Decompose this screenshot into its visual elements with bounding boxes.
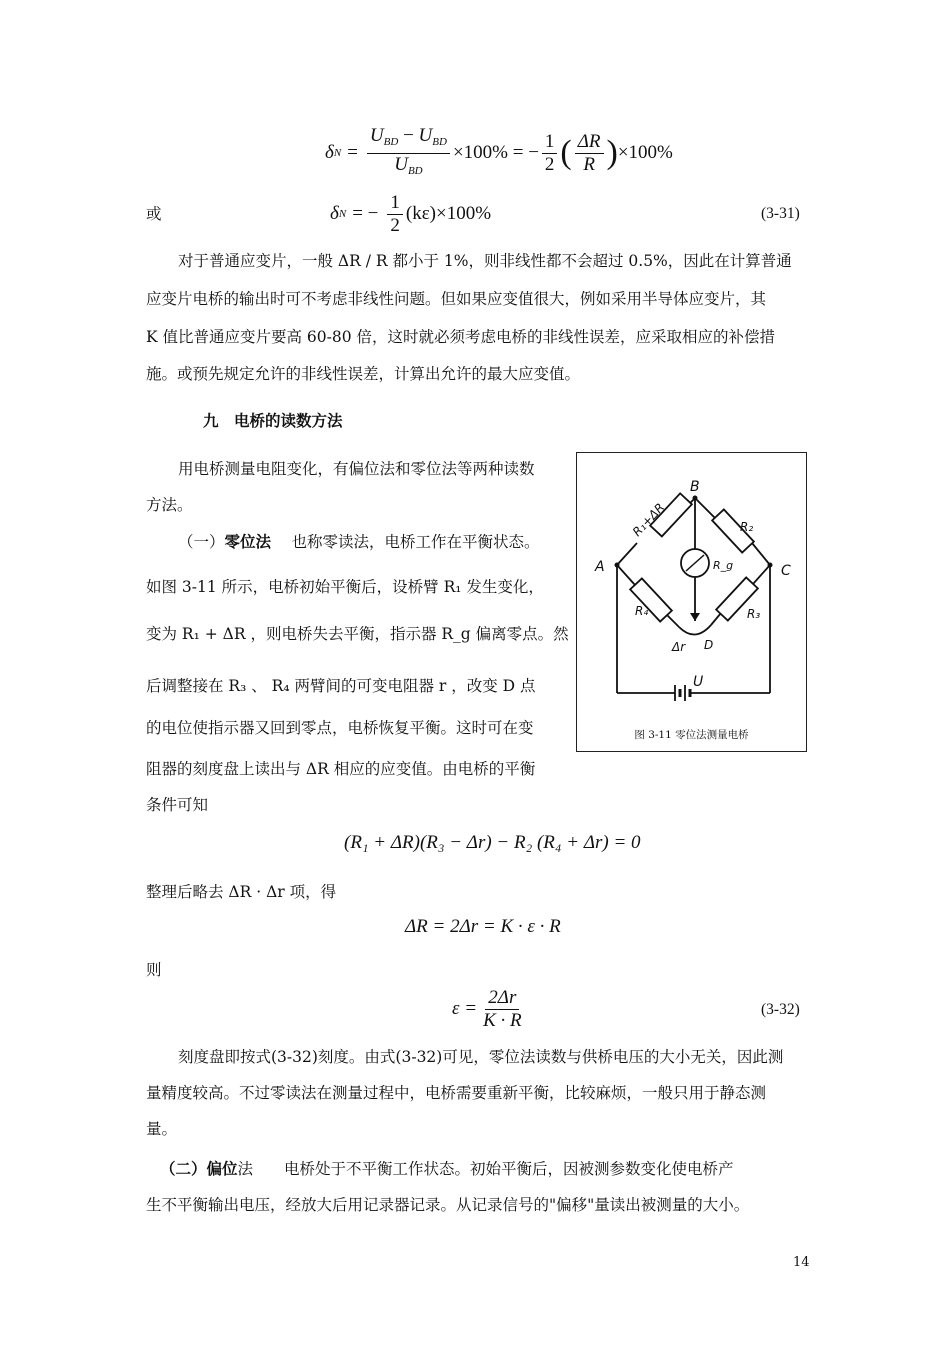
formula-delta-n-ratio (325, 126, 673, 180)
section-heading: 九 电桥的读数方法 (203, 411, 343, 430)
formula-1-den: U (394, 153, 408, 175)
formula-delta-n-k-epsilon (330, 190, 491, 238)
figure-3-11 (576, 452, 807, 752)
r4-label: R₄ (635, 604, 649, 618)
formula-1-lparen: ( (560, 134, 572, 171)
formula-2-lhs-sub: N (338, 208, 347, 220)
para-1-line-1: 对于普通应变片，一般 ΔR / R 都小于 1%，则非线性都不会超过 0.5%，因此在计算普通 (178, 252, 792, 270)
para-1-line-4: 施。或预先规定允许的非线性误差，计算出允许的最大应变值。 (146, 365, 581, 383)
equation-number-3-31: (3-31) (761, 205, 800, 222)
formula-2-half-den: 2 (390, 214, 400, 236)
formula-2-eq: = − (352, 203, 379, 224)
formula-2-lhs: δ (330, 203, 339, 224)
para-1-line-3: K 值比普通应变片要高 60-80 倍，这时就必须考虑电桥的非线性误差，应采取相应的补偿措 (146, 328, 776, 346)
formula-delta-r: ΔR = 2Δr = K · ε · R (405, 916, 561, 937)
para-5-line-1-rest: 法 电桥处于不平衡工作状态。初始平衡后，因被测参数变化使电桥产 (237, 1160, 734, 1178)
formula-1-lhs-sub: N (333, 147, 342, 159)
formula-1-num-b-sub: BD (432, 135, 447, 148)
formula-1-num-a: U (369, 124, 384, 146)
formula-1-eq: = (347, 142, 358, 163)
equation-number-3-32: (3-32) (761, 1001, 800, 1018)
formula-1-times2: ×100% (617, 142, 673, 163)
para-3-prefix: （一） (178, 533, 225, 551)
r3-label: R₃ (747, 607, 761, 621)
node-c-label: C (781, 563, 791, 579)
formula-5-den: K · R (483, 1009, 522, 1031)
rg-label: R_g (713, 559, 734, 572)
zero-method-term: 零位法 (224, 532, 272, 551)
para-5-line-1 (160, 1159, 734, 1179)
u-label: U (693, 674, 704, 690)
para-3-line-1 (178, 532, 539, 552)
node-d-label: D (704, 638, 714, 652)
formula-1-rparen: ) (606, 134, 618, 171)
para-3-line-5: 的电位使指示器又回到零点，电桥恢复平衡。这时可在变 (146, 719, 534, 737)
para-3-line-7: 条件可知 (146, 796, 209, 814)
offset-method-term: 偏位 (206, 1159, 238, 1178)
node-b-label: B (690, 479, 700, 495)
para-3-line-3: 变为 R₁ + ΔR ，则电桥失去平衡，指示器 R_g 偏离零点。然 (146, 625, 569, 643)
formula-1-paren-num: ΔR (575, 131, 604, 154)
para-4-line-2: 量精度较高。不过零读法在测量过程中，电桥需要重新平衡，比较麻烦，一般只用于静态测 (146, 1084, 767, 1102)
para-4-line-1: 刻度盘即按式(3-32)刻度。由式(3-32)可见，零位法读数与供桥电压的大小无关，因此测 (178, 1048, 784, 1066)
formula-1-half (542, 131, 558, 176)
formula-1-half-num: 1 (542, 131, 558, 154)
formula-5-num: 2Δr (485, 987, 519, 1010)
formula-5-lhs: ε = (452, 998, 478, 1019)
formula-1-paren-den: R (583, 153, 595, 175)
dr-label: Δr (672, 640, 686, 654)
para-3-line-1-rest: 也称零读法，电桥工作在平衡状态。 (271, 533, 540, 551)
para-3-line-2: 如图 3-11 所示，电桥初始平衡后，设桥臂 R₁ 发生变化， (146, 578, 544, 596)
formula-2-half (387, 192, 403, 237)
para-3-line-4: 后调整接在 R₃ 、 R₄ 两臂间的可变电阻器 r ，改变 D 点 (146, 677, 536, 695)
r2-label: R₂ (740, 520, 754, 534)
text-then: 则 (146, 961, 162, 979)
text-after-balance: 整理后略去 ΔR · Δr 项，得 (146, 883, 337, 901)
formula-2-rest: (kε)×100% (405, 203, 492, 224)
para-1-line-2: 应变片电桥的输出时可不考虑非线性问题。但如果应变值很大，例如采用半导体应变片，其 (146, 290, 767, 308)
formula-1-half-den: 2 (544, 153, 555, 175)
para-3-line-6: 阻器的刻度盘上读出与 ΔR 相应的应变值。由电桥的平衡 (146, 760, 536, 778)
formula-balance-condition: (R₁ + ΔR)(R₃ − Δr) − R₂ (R₄ + Δr) = 0 (344, 832, 641, 853)
or-label: 或 (146, 205, 162, 223)
formula-5-fraction (480, 987, 525, 1032)
r1-label: R₁+ΔR (629, 500, 668, 539)
para-2-line-2: 方法。 (146, 496, 193, 514)
formula-1-fraction (367, 125, 450, 182)
page-number: 14 (793, 1255, 810, 1270)
para-2-line-1: 用电桥测量电阻变化，有偏位法和零位法等两种读数 (178, 460, 535, 478)
para-4-line-3: 量。 (146, 1120, 178, 1138)
slider-arrow-icon (690, 613, 700, 621)
figure-caption: 图 3-11 零位法测量电桥 (634, 729, 749, 741)
formula-1-num-b: U (418, 124, 433, 146)
para-5-line-2: 生不平衡输出电压，经放大后用记录器记录。从记录信号的"偏移"量读出被测量的大小。 (146, 1196, 750, 1214)
formula-2-half-num: 1 (387, 192, 403, 215)
formula-1-num-a-sub: BD (383, 135, 399, 148)
formula-1-times1: ×100% = − (452, 142, 539, 163)
bridge-circuit-diagram (577, 453, 806, 751)
formula-1-den-sub: BD (407, 164, 423, 177)
para-5-prefix: （二） (160, 1159, 207, 1178)
node-a-label: A (595, 559, 605, 575)
formula-1-lhs: δ (325, 142, 334, 163)
formula-1-minus: − (403, 124, 414, 146)
formula-1-paren-fraction (575, 131, 604, 176)
formula-epsilon (452, 984, 528, 1034)
